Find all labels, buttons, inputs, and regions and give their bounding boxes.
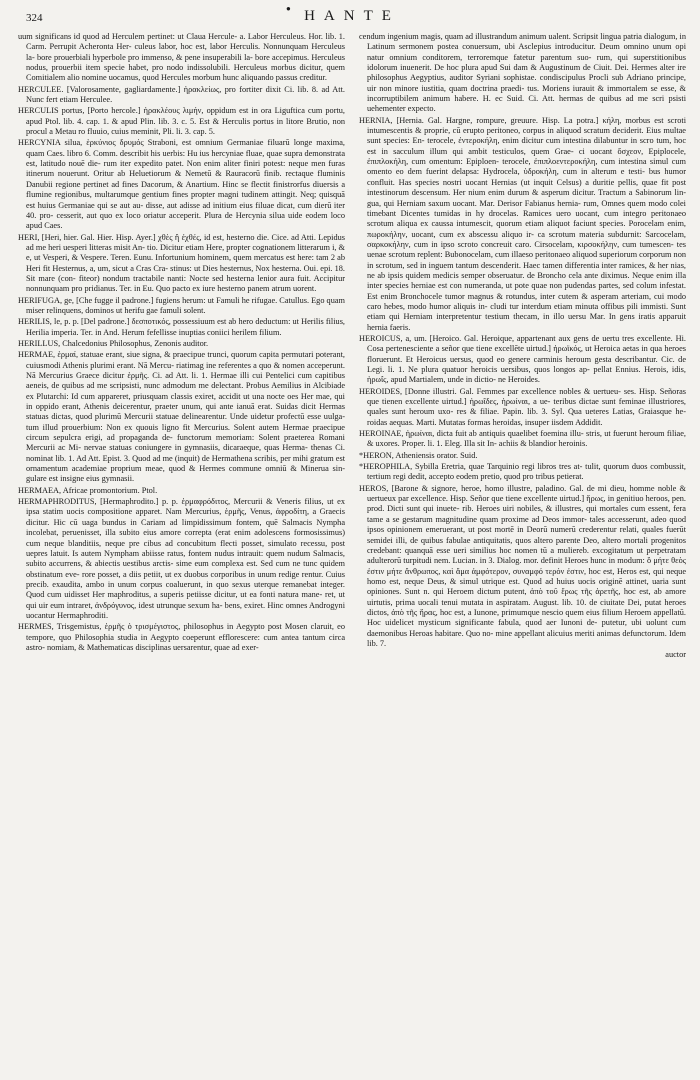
ornament-icon: ● bbox=[286, 4, 291, 13]
dictionary-entry: HEROS, [Barone & signore, heroe, homo illustre, paladino. Gal. de mi dieu, homme noble & uertueux par excellence. Hisp. Señor que tiene excellente uirtud.] ἥρως, in genitiuo heroos, pen. prod. Dicti sunt qui inuete- rib. Heroes uiri nobiles, & illustres, qui mortales cum essent, fera tame a se gestarum magnitudine quam proxime ad Deos immor- tales accesserunt, adeo quod ipsos opinionem emeruerant, ut post mortē in Deorū numerū crederentur relati, quales fuerūt semidei illi, de quibus fabulae antiquitatis, quos altero parente Deo, altero mortali progenitos credebant: quanquā esse ueri similius hoc nomen tū a muliereb. excogitatum ut perpetratam adulterorū turpitudi nem. Lucian. in 3. Dialog. mor. definit Heroes hunc in modum: ὃ μήτε θεὸς ἐστιν μήτε ἄνθρωπος, καὶ ἅμα ἀμφότερον, συναμφό τερόν ἐστιν, hoc est, Heros est, qui neque homo est, neque Deus, & simul utrique est. Quod ad huius uocis originē attinet, uaria sunt opiniones. Sunt n. qui Heroem dictum putent, ἀπὸ τοῦ ἔρως τῆς ἀρετῆς, hoc est, ab amore uirtutis, prima uocali tenui mutata in aspiratam. August. lib. 10. de ciuitate Dei, putat heroes dictos, ἀπὸ τῆς ἥρας, hoc est, a Iunone, primumque nescio quem eius filium Heroem appellatū. Hoc uidelicet mysticum significante fabula, quod aer Iunoni de- putetur, ubi uolunt cum daemonibus Heroas habitare. Quo no- mine appellant alicuius meriti animas defunctorum. Idem lib. 7. bbox=[359, 483, 686, 648]
dictionary-entry: HERNIA, [Hernia. Gal. Hargne, rompure, greuure. Hisp. La potra.] κήλη, morbus est scroti intumescentis & proprie, cū erupto peritoneo, corpus in aliquod scratum deciderit. Eius multae sunt species: En- terocele, ἐντεροκήλη, enim dicitur cum intestina dilabuntur in scro tum, hoc est in sacculum illum qui ambit testiculos, quem Grae- ci uocant ὄσχεον, Epiplocele, ἐπιπλοκήλη, cum omentum: Epiploen- terocele, ἐπιπλοεντεροκήλη, cum intestina simul cum omento eo dem fuerint delapsa: Hydrocela, ὑδροκήλη, cum in alterum e testi- bus humor confluit. Has species nostri uocant Hernias (ut inquit Celsus) a duritie pellis, quae fit post intestinorum descensum. Her nium enim durum & asperum dicitur. Tractum a Sabinorum lin- gua, qui Herniam saxum uocant. Mar. Derisor Fabianus hernia- rum, Omnes quem modo colei timebant Dicentes tumidas in hy drocelas. Ramices uero uocant, cum integro peritonaeo scrotum aliqua ex caussa intumescit, quorum etiam aliquot faciunt species. Porocelam enim, πωροκήλην, uocant, cum ex abscessu aliquo ir- ca scrotum materia subdurnit: Sarcocelam, σαρκοκήλην, cum in ipso scroto concreuit caro. Cirsocelam, κιρσοκήλην, cum tumescen- tes uenae scrotum replent: Bubonocelam, cum illaeso peritonaeo aliquod superiorum corporum non in scrotum, sed in inguem tantum descenderit. Haec tamen differentia inter ramices, & her nias, ne ab ipsis quidem medicis semper obseruatur. de Broncho cela ante diximus. Neque enim illa inter species herniae est con numeranda, ut pote quae non pudendas partes, sed colum infestat. Est enim Bronchocele tumor magnus & rotundus, inter cutem & asperam arteriam, cui modo caro hebes, modo humor aliquis in- cludi tur interdum etiam minuta offibus pili immisti. Sunt etiam qui Herniam interpretentur testium thecam, in illo uersu Mar. In gens iratis apparuit hernia faeris. bbox=[359, 115, 686, 332]
page-header bbox=[18, 4, 686, 30]
dictionary-entry: *HERON, Atheniensis orator. Suid. bbox=[359, 450, 478, 460]
dictionary-entry: uum significans id quod ad Herculem pertinet: ut Claua Hercule- a. Labor Herculeus. Hor. lib. 1. Carm. Perrupit Acheronta Her- culeus labor, hoc est, labor Herculis. Nonnunquam Herculeus la- bore prouerbiali hyperbole pro immenso, & pene insuperabili la- bore accepimus. Herculeus nodus, prouerbii item specie habet, pro nodo indissolubili. Herculeus morbus dicitur, quem Comitialem alio nomine uocamus, quod Hercules morbum hunc aliquando passus creditur. bbox=[18, 32, 345, 83]
dictionary-entry: HERMAPHRODITUS, [Hermaphrodito.] p. p. ἑρμαφρόδιτος, Mercurii & Veneris filius, ut ex ipsa statim uocis compositione apparet. Nam Mercurius, ἑρμῆς, Venus, ἀφροδίτη, a Graecis dicitur. Hic cū uaga bundus in Cariam ad limpidissimum fontem, quē Salmacis Nympha incolebat, peruenisset, illa subito eius amore correpta (erat enim adolescens formosissimus) cum neque blanditiis, neque pre cibus ad concubitum flecti posset, simulato recessu, post uepres latuit. Is autem Nympham abiisse ratus, fontem nudus intrauit: quem nudum Salmacis, subito accurrens, & abiectis uestibus arctis- sime eum complexa est. Sed cum ne tunc quidem obstinatum eve- rore posset, a diis petiit, ut ex duobus corporibus in unum redige rentur. Cuius precib. exaudita, ambo in unum corpus coaluerunt, in quo sexus uterque remanebat integer. Quod cum uidisset Her maphroditus, a superis petiisse dicitur, ut ea fonti natura mane- ret, ut qui uir eum intraret, ἀνδρόγυνος, idest utrunque sexum ha- bens, exiret. Hinc omnes Androgyni uocantur Hermaphroditi. bbox=[18, 497, 345, 620]
catchword: auctor bbox=[665, 650, 686, 660]
running-head: HANTE bbox=[304, 8, 400, 24]
dictionary-entry: HEROINAE, ἡρωίναι, dicta fuit ab antiquis quaelibet foemina illu- stris, ut fuerunt heroum filiae, & uxores. Proper. li. 1. Eleg. Illa sit In- achiis & blandior heroinis. bbox=[359, 429, 686, 449]
dictionary-entry: HEROIDES, [Donne illustri. Gal. Femmes par excellence nobles & uertueu- ses. Hisp. Señoras que tienen excellente uirtud.] ἡρωΐδες, ἡρωίναι, a ue- teribus dictae sunt feminae illustriores, quales sunt heroum uxo- res & filiae. Papin. lib. 3. Syl. Qua ueteres Latias, Graiasque he- roidas aequas. Marti. Mutatas formas heroidas, insuper iisdem Addidit. bbox=[359, 386, 686, 427]
dictionary-entry: cendum ingenium magis, quam ad illustrandum animum ualent. Scripsit lingua patria dialogum, in Latinum sermonem postea conuersum, ubi Asclepius introducitur. Deum omnino unum opi natur omnium conditorem, terroremque fatetur parentum suo- rum, qui superstitionibus idolorum inuenerit. De hoc plura apud Sui dam & Augustinum de Ciuit. Dei. Hermes alter ire philosophus Aegyptius, auditor Syriani sophistae. condiscipulus Procli sub Adriano principe, uir non minore iustitia, quam doctrina praedi- tus. Moriens iurauit & immortalem se esse, & incorruptibilem animum habere. H. ec Suid. Ci. Att. hermas de quibus ad me scri psisti uehementer expecto. bbox=[359, 32, 686, 114]
page-number: 324 bbox=[26, 12, 43, 24]
dictionary-entry: HERCULIS portus, [Porto hercole.] ἡρακλέους λιμήν, oppidum est in ora Liguftica cum portu, apud Ptol. lib. 4. cap. 1. & apud Plin. lib. 3. c. 5. Est & Herculis portus in litore Brutio, non procul a Metau ro fluuio, cuius meminit, Pli. li. 3. cap. 5. bbox=[18, 106, 345, 137]
dictionary-entry: *HEROPHILA, Sybilla Eretria, quae Tarquinio regi libros tres at- tulit, quorum duos combussit, tertium regi dedit, accepto eodem pretio, quod pro tribus petierat. bbox=[359, 462, 686, 482]
dictionary-entry: HERMES, Trisgemistus, ἑρμῆς ὁ τρισμέγιστος, philosophus in Aegypto post Mosen claruit, eo tempore, quo Philosophia studia in Aegypto coeperunt efflorescere: cum antea tantum circa astro- nomiam, & Mathematicas disciplinas uersarentur, quae ad exer- bbox=[18, 622, 345, 652]
left-column bbox=[18, 32, 345, 1072]
dictionary-entry: HERMAEA, Africae promontorium. Ptol. bbox=[18, 485, 158, 495]
dictionary-entry: HEROICUS, a, um. [Heroico. Gal. Heroique, appartenant aux gens de uertu tres excellente. Hi. Cosa pertenesciente a señor que tiene excellēte uirtud.] ἡρωϊκός, ut Heroica aetas in qua heroes floruerunt. Et Heroicus uersus, quod eo genere carminis heroum gesta describantur. Cic. de Legi. li. 1. Ne plura quatuor heroicis uersibus, quos longos ap- pellat Ennius. Herois, idis, ἡρωΐς, apud Martialem, unde in dictio- ne Heroides. bbox=[359, 333, 686, 385]
dictionary-entry: HERMAE, ἑρμαί, statuae erant, siue signa, & praecipue trunci, quorum capita permutari poterant, cuiusmodi Athenis plurimi erant. Nā Mercu- riatimag ine referentes a quo & nomen acceperunt. Nā Mercurius Graece dicitur ἑρμῆς. Ci. ad Att. li. 1. Hermae illi cui Pentelici cum capitibus aeneis, de quibus ad me scripsisti, nunc admodum me delectant. Probus Aemilius in Alcibiade ex Plutarchi: Id cum appareret, priusquam classis exiret, accidit ut una nocte oes Her mae, qui in oppido erant, Athenis deicerentur, praeter unum, qui ante ianuā erat. Suidas dicit Hermas statuas dictas, quod plurimū Mercurii statuae delinearentur. Unde uidetur profectū esse uulga- tum illud prouerbium: Non ex quouis ligno fit Mercurius. Solent autem Hermae praecipue circum sepulcra erigi, ad propaganda de- functorum memoriam: Solent praeterea Romani Mercurii ac Mi- nervae statuas coniungere in gymnasiis, dicaraeque, quas Herma- thenas Ci. nominat lib. 1. Ad Att. Epist. 3. Quod ad me (inquit) de Hermathena scribis, per mihi gratum est ornamentum academiae proprium meae, quod & Hermes commune omniū & Minerua sin- gulare est insigne eius gymnasii. bbox=[18, 350, 345, 484]
dictionary-entry: HERCYNIA silua, ἑρκύνιος δρυμός Straboni, est omnium Germaniae filuarū longe maxima, quam Caes. libro 6. Comm. describit his uerbis: Hu ius hercyniae fluae, quae supra demonstrata est, latitudo nouē die- rum iter expedito patet. Non enim aliter finiri potest: neque men furas itinerum nouerunt. Oritur ab Heluetiorum & Nemetū & Rauracorū finib. rectaque fluminis Danubii regione pertinet ad fines Dacorum, & Anartium. Hinc se flectit finistrorfus diuersis a flumine regionibus, multarumque gentium fines propter magni tudinem attingit. Neq; quisquā est huius Germaniae qui se aut au- disse, aut adisse ad initium eius filuae dicat, cum dierū iter 40. pro- cesserit, aut quo ex loco oriatur acceperit. Plura de Hercynia silua uide eodem loco apud Caes. bbox=[18, 138, 345, 231]
dictionary-entry: HERILLUS, Chalcedonius Philosophus, Zenonis auditor. bbox=[18, 338, 209, 348]
dictionary-entry: HERIFUGA, ge, [Che fugge il padrone.] fugiens herum: ut Famuli he rifugae. Catullus. Ego quam miser relinquens, dominos ut herifu gae famuli solent. bbox=[18, 295, 345, 315]
dictionary-entry: HERILIS, le, p. p. [Del padrone.] δεσποτικός, possessiuum est ab hero deductum: ut Herilis filius, Herilia imperia. Ter. in And. Herum fefellisse inuptias coniici herilem filium. bbox=[18, 317, 345, 337]
right-column bbox=[359, 32, 686, 1072]
dictionary-entry: HERCULEE. [Valorosamente, gagliardamente.] ἡρακλείως, pro fortiter dixit Ci. lib. 8. ad Att. Nunc fert etiam Herculee. bbox=[18, 84, 345, 105]
dictionary-entry: HERI, [Heri, hier. Gal. Hier. Hisp. Ayer.] χθὲς ἢ ἐχθές, id est, hesterno die. Cice. ad Atti. Lepidus ad me heri uesperi litteras misit An- tio. Dicitur etiam Here, propter cognationem litterarum i, & e, ut Vesperi, & Vespere. Teren. Eunu. Infortunium hominem, quem mercatus est here: tam 2 ab Heri fit Hesternus, a, um, sicut a Cras Cra- stinus: ut Dies hesternus, Nox hesterna. Oui. epi. 18. Sit mare (con- fiteor) nondum tractabile nanti: Nocte sed hesterna lenior aura fuit. Accipitur nonnunquam pro pridianus. Ter. in Eu. Quo pacto ex iure hesterno panem atrum uorent. bbox=[18, 232, 345, 294]
